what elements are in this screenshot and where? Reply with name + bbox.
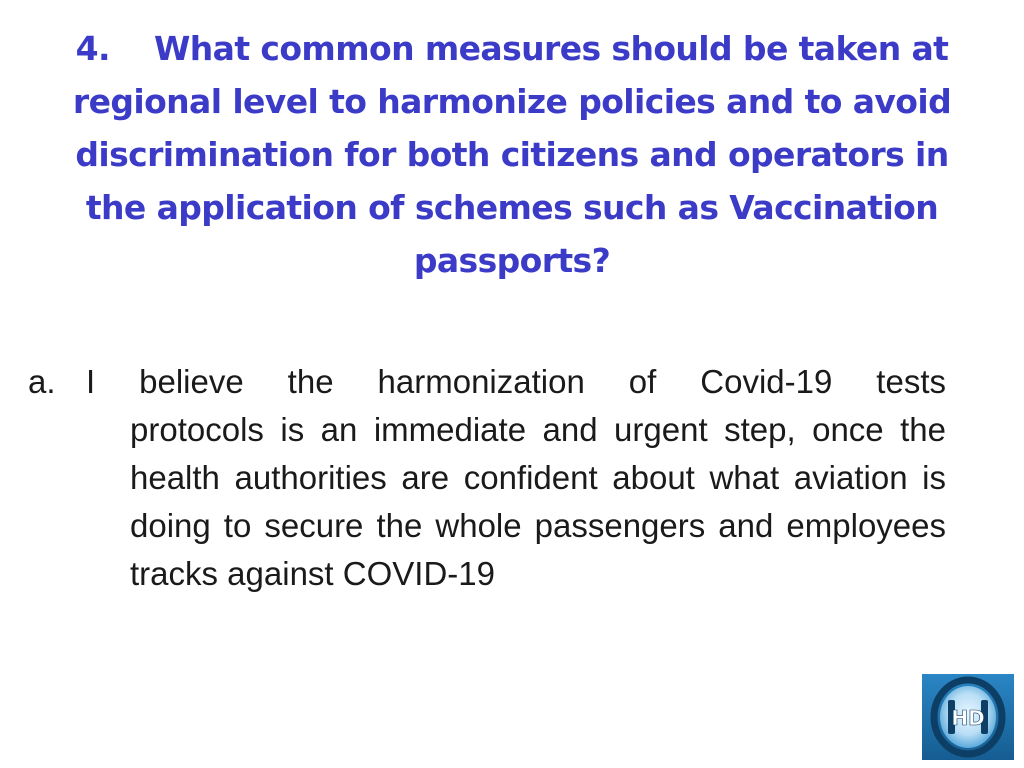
answer-list [28,358,946,598]
logo-text: HD [951,706,985,730]
answer-text: protocols is an immediate and urgent step, once the health authorities are confident about what aviation is doing to secure the whole passengers and employees tracks against COVID-19 [130,411,946,592]
hd-logo [922,674,1014,760]
answer-first-line: I believe the harmonization of Covid-19 tests [86,363,946,400]
answer-item [28,358,946,598]
slide-title [40,22,984,287]
question-number: 4. [75,29,110,68]
answer-marker: a. [28,363,56,400]
question-text: What common measures should be taken at regional level to harmonize policies and to avoid discrimination for both citizens and operators in the application of schemes such as Vaccination passports? [72,29,952,280]
